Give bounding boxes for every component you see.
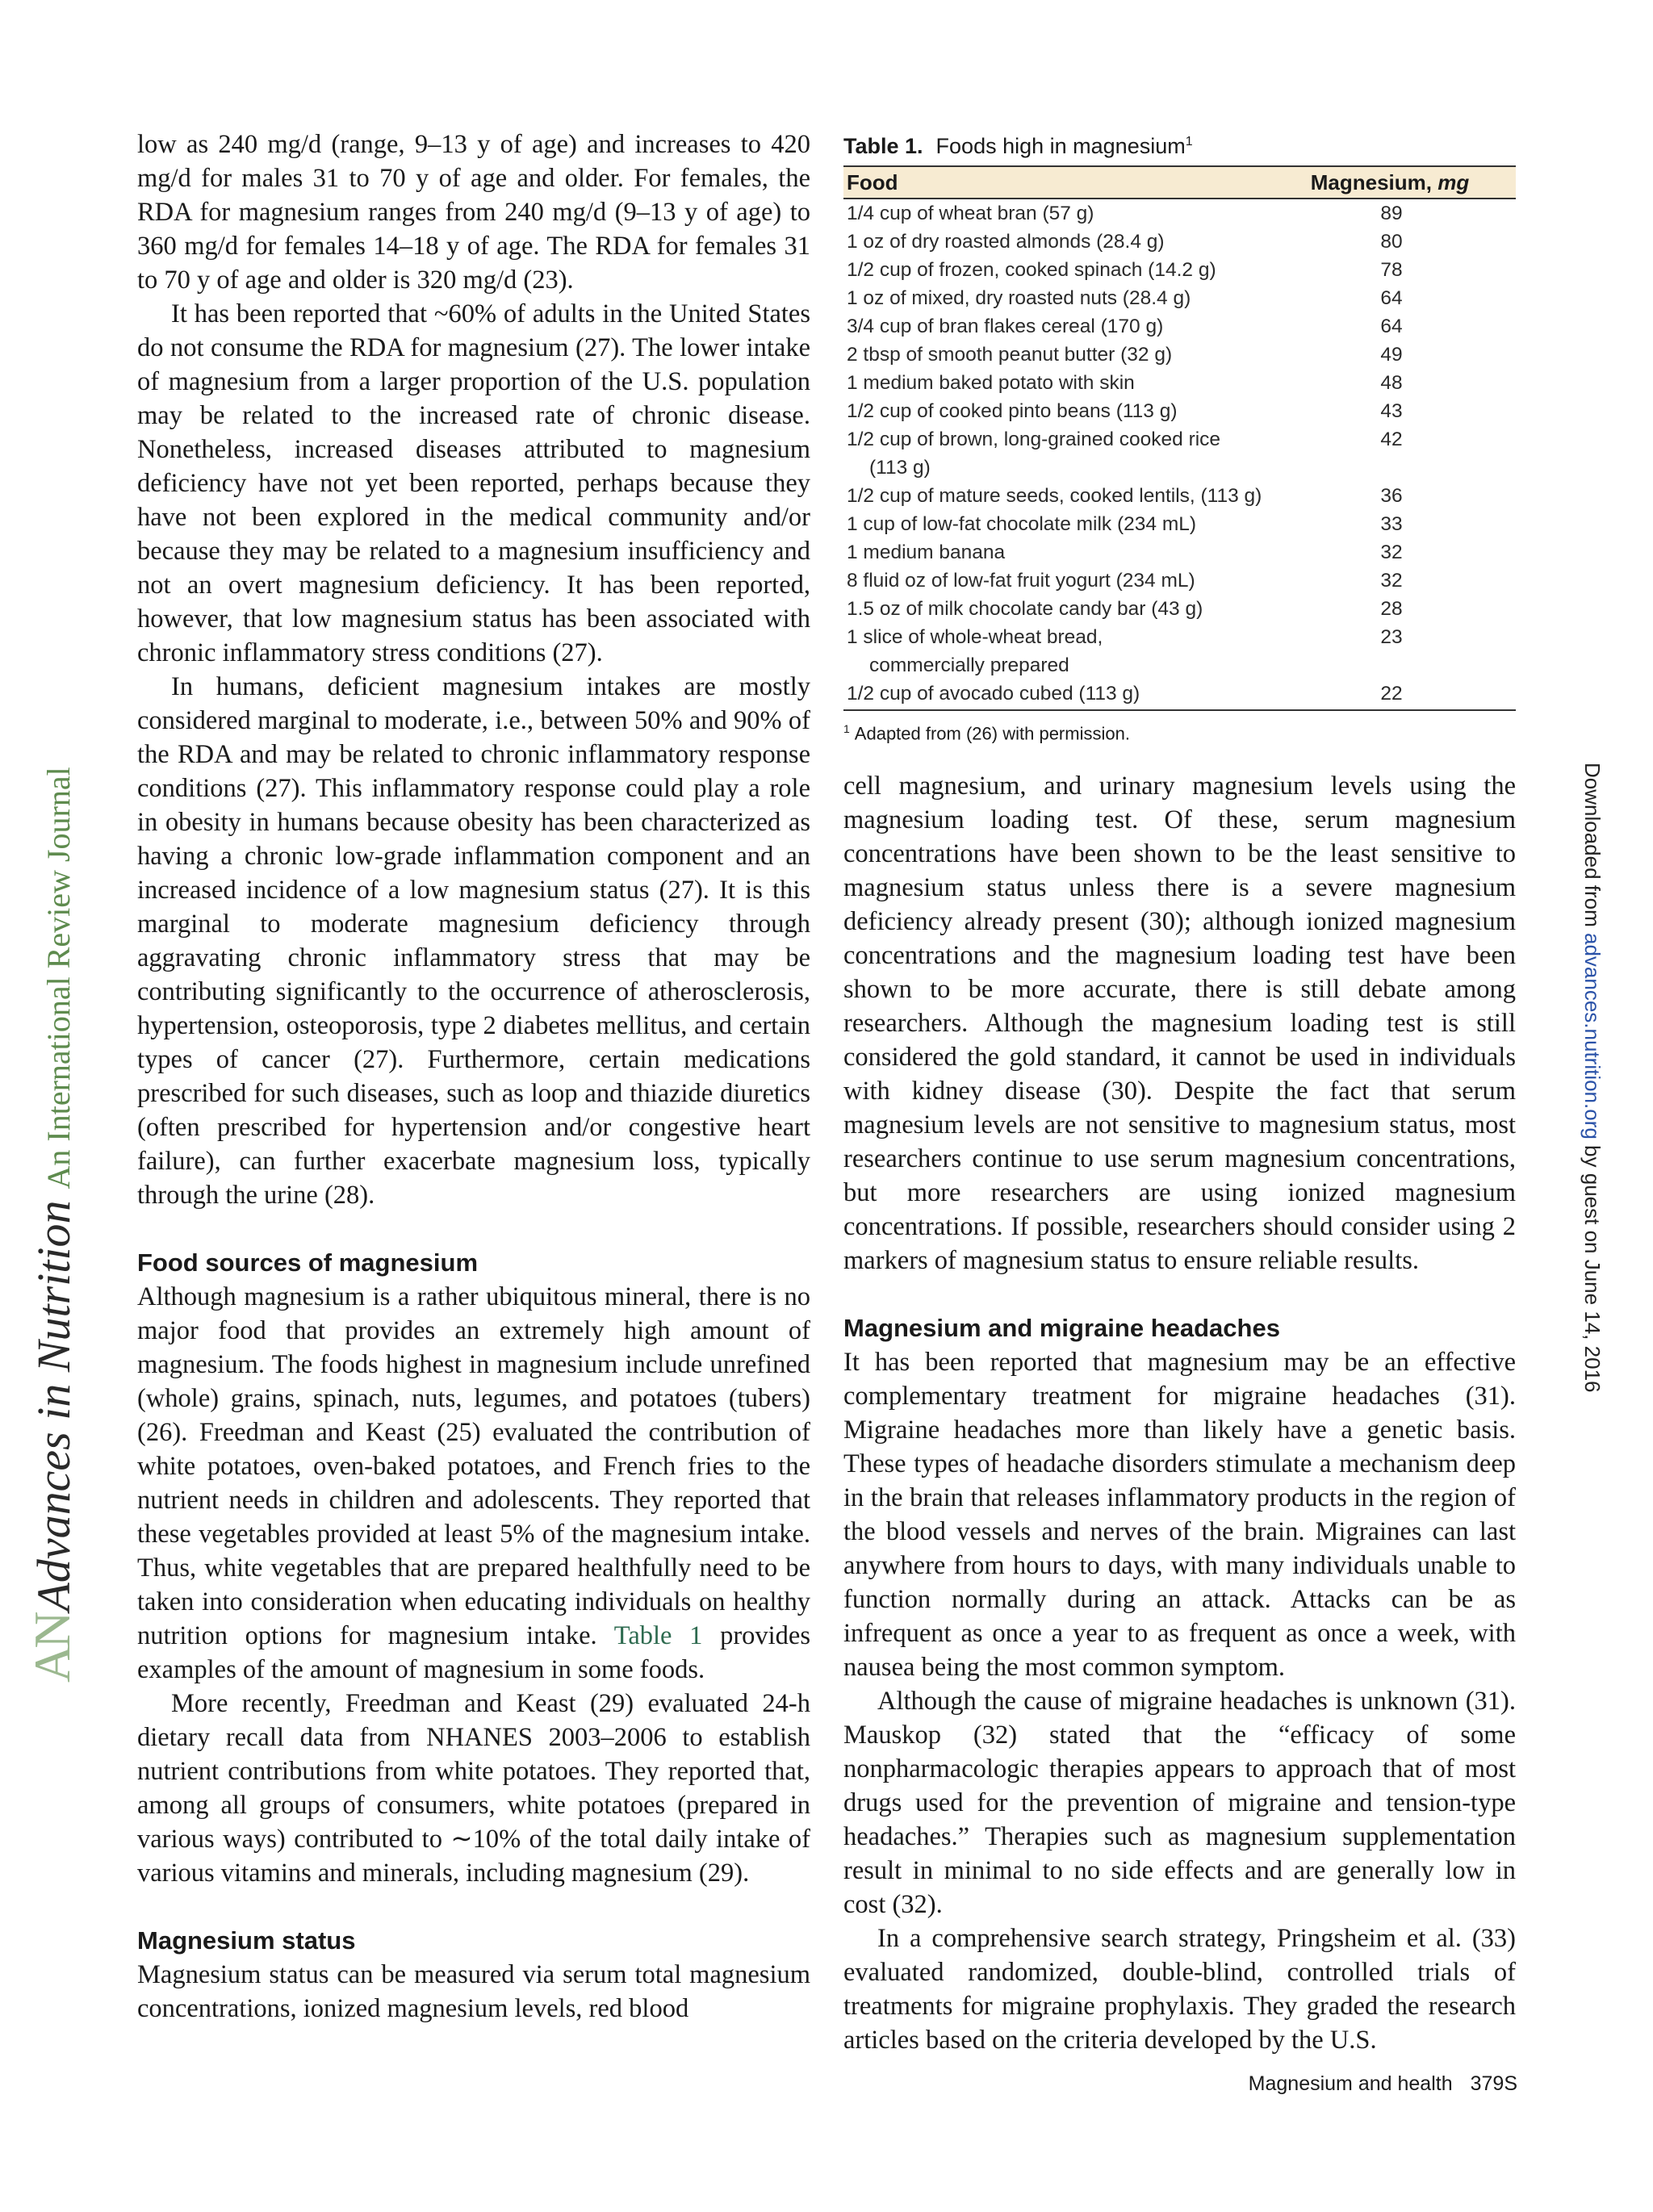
download-note-link[interactable]: advances.nutrition.org	[1580, 933, 1605, 1139]
food-cell: 1 oz of dry roasted almonds (28.4 g)	[847, 231, 1165, 253]
table-row	[843, 369, 1516, 397]
table-row	[843, 425, 1516, 482]
food-cell: 1/2 cup of mature seeds, cooked lentils, (113 g)	[847, 485, 1262, 507]
download-note	[1580, 763, 1605, 1489]
paragraph: low as 240 mg/d (range, 9–13 y of age) and increases to 420 mg/d for males 31 to 70 y of age and older. For females, the RDA for magnesium ranges from 240 mg/d (9–13 y of age) to 360 mg/d for females 14–18 y of age. The RDA for females 31 to 70 y of age and older is 320 mg/d (23).	[137, 130, 810, 295]
table-header-row	[843, 166, 1516, 199]
magnesium-cell: 32	[1380, 570, 1403, 592]
paragraph-text: Although magnesium is a rather ubiquitous mineral, there is no major food that provides an extremely high amount of magnesium. The foods highest in magnesium include unrefined (whole) grains, spinach, nuts, legumes, and potatoes (tubers) (26). Freedman and Keast (25) evaluated the contribution of white potatoes, oven-baked potatoes, and French fries to the nutrient needs in children and adolescents. They reported that these vegetables provided at least 5% of the magnesium intake. Thus, white vegetables that are prepared healthfully need to be taken into consideration when educating individuals on healthy nutrition options for magnesium intake.	[137, 1282, 810, 1650]
food-cell: 8 fluid oz of low-fat fruit yogurt (234 mL)	[847, 570, 1195, 592]
magnesium-cell: 43	[1380, 400, 1403, 422]
paragraph: It has been reported that ~60% of adults in the United States do not consume the RDA for magnesium (27). The lower intake of magnesium from a larger proportion of the U.S. population may be related to the increased rate of chronic disease. Nonetheless, increased diseases attributed to magnesium deficiency have not yet been reported, perhaps because they have not been explored in the medical community and/or because they may be related to a magnesium insufficiency and not an overt magnesium deficiency. It has been reported, however, that low magnesium status has been associated with chronic inflammatory stress conditions (27).	[137, 299, 810, 667]
magnesium-cell: 64	[1380, 287, 1403, 309]
table-row	[843, 623, 1516, 679]
table-footnote: $^1$ Adapted from (26) with permission.	[843, 722, 1130, 744]
magnesium-cell: 89	[1380, 203, 1403, 224]
table-row	[843, 256, 1516, 284]
paragraph-text: provides examples of the amount of magnesium in some foods.	[137, 1621, 810, 1684]
table-row	[843, 538, 1516, 567]
running-footer	[1227, 2072, 1517, 2096]
table-row	[843, 312, 1516, 341]
journal-subtitle: An International Review Journal	[40, 767, 77, 1190]
journal-title: Advances in Nutrition	[27, 1200, 80, 1612]
magnesium-cell: 78	[1380, 259, 1403, 281]
paragraph: In humans, deficient magnesium intakes are mostly considered marginal to moderate, i.e., between 50% and 90% of the RDA and may be related to chronic inflammatory response conditions (27). This inflammatory response could play a role in obesity in humans because obesity has been characterized as having a chronic low-grade inflammation component and an increased incidence of a low magnesium status (27). It is this marginal to moderate magnesium deficiency through aggravating chronic inflammatory stress that may be contributing significantly to the occurrence of atherosclerosis, hypertension, osteoporosis, type 2 diabetes mellitus, and certain types of cancer (27). Furthermore, certain medications prescribed for such diseases, such as loop and thiazide diuretics (often prescribed for hypertension and/or congestive heart failure), can further exacerbate magnesium loss, typically through the urine (28).	[137, 672, 810, 1210]
food-cell: 1 medium baked potato with skin	[847, 372, 1135, 394]
food-cell: 1/2 cup of cooked pinto beans (113 g)	[847, 400, 1178, 422]
magnesium-cell: 36	[1380, 485, 1403, 507]
food-cell: 1/2 cup of frozen, cooked spinach (14.2 g)	[847, 259, 1216, 281]
magnesium-cell: 22	[1267, 679, 1516, 710]
table-row	[843, 284, 1516, 312]
journal-banner	[23, 521, 81, 1683]
table-row	[843, 199, 1516, 228]
table-row	[843, 482, 1516, 510]
food-cell: 1.5 oz of milk chocolate candy bar (43 g)	[847, 598, 1203, 620]
paragraph: It has been reported that magnesium may be an effective complementary treatment for migraine headaches (31). Migraine headaches more than likely have a genetic basis. These types of headache disorders stimulate a mechanism deep in the brain that releases inflammatory products in the region of the blood vessels and nerves of the brain. Migraines can last anywhere from hours to days, with many individuals unable to function normally during an attack. Attacks can be as infrequent as once a year to as frequent as once a week, with nausea being the most common symptom.	[843, 1348, 1516, 1682]
food-cell: 3/4 cup of bran flakes cereal (170 g)	[847, 316, 1164, 337]
page-number: 379S	[1470, 2072, 1517, 2095]
download-note-suffix: by guest on June 14, 2016	[1580, 1139, 1605, 1393]
table-1	[843, 128, 1516, 744]
table-row	[843, 397, 1516, 425]
paragraph: Magnesium status can be measured via serum total magnesium concentrations, ionized magnesium levels, red blood	[137, 1960, 810, 2023]
magnesium-cell: 49	[1380, 344, 1403, 366]
food-cell: 1 oz of mixed, dry roasted nuts (28.4 g)	[847, 287, 1191, 309]
magnesium-cell: 42	[1380, 429, 1403, 450]
food-cell: 1/2 cup of brown, long-grained cooked rice (113 g)	[847, 429, 1221, 479]
paragraph: cell magnesium, and urinary magnesium levels using the magnesium loading test. Of these, serum magnesium concentrations have been shown to be the least sensitive to magnesium status unless there is a severe magnesium deficiency already present (30); although ionized magnesium concentrations and the magnesium loading test have been shown to be more accurate, there is still debate among researchers. Although the magnesium loading test is still considered the gold standard, it cannot be used in individuals with kidney disease (30). Despite the fact that serum magnesium levels are not sensitive to magnesium status, most researchers continue to use serum magnesium concentrations, but more researchers are using ionized magnesium concentrations. If possible, researchers should consider using 2 markers of magnesium status to ensure reliable results.	[843, 771, 1516, 1275]
food-cell: 2 tbsp of smooth peanut butter (32 g)	[847, 344, 1173, 366]
magnesium-cell: 80	[1380, 231, 1403, 253]
table-label: Table 1.	[843, 134, 923, 158]
section-heading-magnesium-status: Magnesium status	[137, 1926, 356, 1955]
table-title-footnote-mark: 1	[1185, 135, 1193, 148]
table-1-link[interactable]: Table 1	[613, 1621, 703, 1650]
journal-logo: AN	[23, 1614, 81, 1683]
food-cell: 1/4 cup of wheat bran (57 g)	[847, 203, 1094, 224]
paragraph: Although the cause of migraine headaches is unknown (31). Mauskop (32) stated that the “efficacy of some nonpharmacologic therapies appears to approach that of most drugs used for the prevention of migraine and tension-type headaches.” Therapies such as magnesium supplementation result in minimal to no side effects and are generally low in cost (32).	[843, 1687, 1516, 1919]
table-row	[843, 679, 1516, 710]
table-title: Foods high in magnesium	[935, 134, 1186, 158]
right-column	[843, 769, 1516, 2057]
table-row	[843, 510, 1516, 538]
magnesium-cell: 32	[1380, 542, 1403, 563]
food-cell: 1 medium banana	[847, 542, 1006, 563]
paragraph	[137, 1280, 810, 1687]
food-cell: 1/2 cup of avocado cubed (113 g)	[843, 679, 1267, 710]
food-cell: 1 cup of low-fat chocolate milk (234 mL)	[847, 513, 1197, 535]
left-column	[137, 128, 810, 2026]
table-row	[843, 341, 1516, 369]
section-heading-migraine: Magnesium and migraine headaches	[843, 1314, 1280, 1342]
download-note-prefix: Downloaded from	[1580, 763, 1605, 933]
table-caption	[843, 128, 1516, 161]
magnesium-cell: 33	[1380, 513, 1403, 535]
table-row	[843, 567, 1516, 595]
magnesium-cell: 64	[1380, 316, 1403, 337]
column-header-food: Food	[843, 166, 1267, 199]
running-title: Magnesium and health	[1248, 2072, 1453, 2095]
magnesium-foods-table	[843, 165, 1516, 711]
table-row	[843, 595, 1516, 623]
column-header-magnesium: Magnesium, mg	[1267, 166, 1516, 199]
paragraph: In a comprehensive search strategy, Pringsheim et al. (33) evaluated randomized, double-blind, controlled trials of treatments for migraine prophylaxis. They graded the research articles based on the criteria developed by the U.S.	[843, 1924, 1516, 2055]
table-row	[843, 228, 1516, 256]
magnesium-cell: 23	[1380, 626, 1403, 648]
magnesium-cell: 48	[1380, 372, 1403, 394]
food-cell: 1 slice of whole-wheat bread, commercially prepared	[847, 626, 1103, 676]
section-heading-food-sources: Food sources of magnesium	[137, 1248, 479, 1277]
magnesium-cell: 28	[1380, 598, 1403, 620]
paragraph: More recently, Freedman and Keast (29) evaluated 24-h dietary recall data from NHANES 2003–2006 to establish nutrient contributions from white potatoes. They reported that, among all groups of consumers, white potatoes (prepared in various ways) contributed to ∼10% of the total daily intake of various vitamins and minerals, including magnesium (29).	[137, 1689, 810, 1888]
